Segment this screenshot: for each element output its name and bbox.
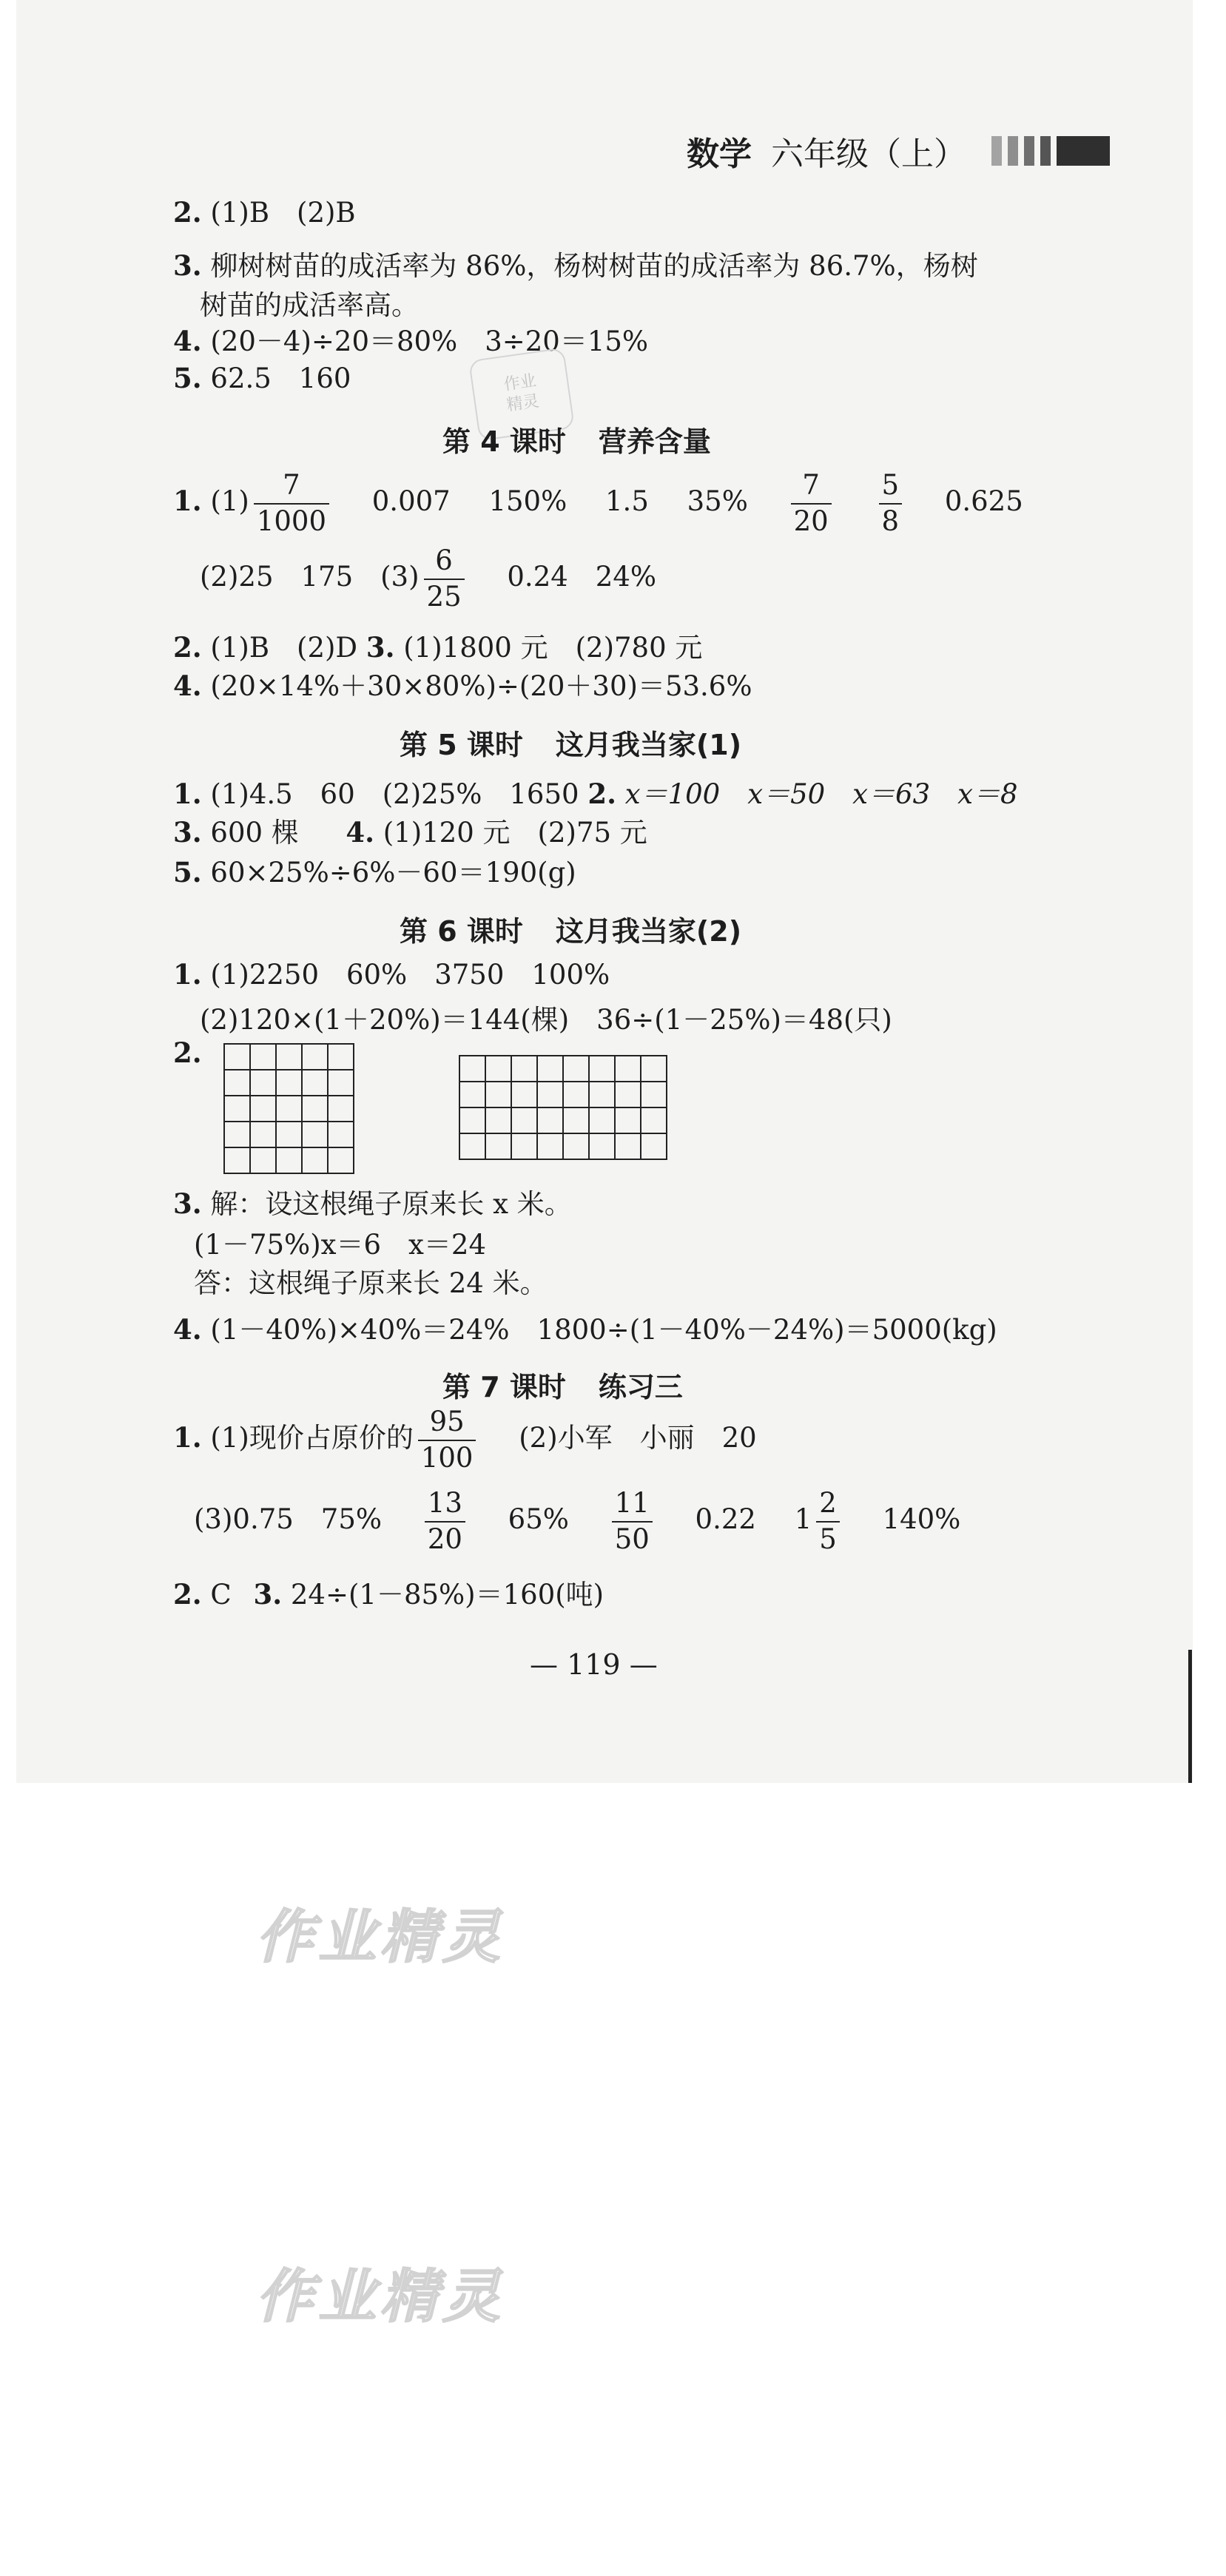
grid-cell bbox=[537, 1056, 563, 1082]
lesson-heading bbox=[400, 722, 741, 763]
grid-cell bbox=[563, 1082, 589, 1107]
question-number: 2. bbox=[173, 1578, 202, 1611]
answer-value: 1.5 bbox=[605, 485, 649, 518]
question-number: 5. bbox=[173, 362, 202, 394]
fraction bbox=[425, 1488, 465, 1554]
fraction bbox=[424, 546, 465, 612]
question-number: 1. bbox=[173, 1421, 202, 1454]
grid-cell bbox=[615, 1056, 641, 1082]
answer-value: 140% bbox=[882, 1503, 961, 1536]
grid-cell bbox=[615, 1107, 641, 1133]
grid-row bbox=[224, 1122, 354, 1147]
answer-line bbox=[173, 1576, 604, 1614]
answer-value: 35% bbox=[687, 485, 748, 518]
header-bar bbox=[1008, 136, 1018, 166]
lesson-title: 这月我当家(2) bbox=[555, 915, 742, 948]
lesson-title: 营养含量 bbox=[598, 425, 711, 458]
grid-cell bbox=[511, 1133, 537, 1159]
grid-cell bbox=[511, 1056, 537, 1082]
question-number: 5. bbox=[173, 856, 202, 889]
answer-text: (20×14%＋30×80%)÷(20＋30)＝53.6% bbox=[210, 670, 752, 702]
question-number: 3. bbox=[173, 816, 202, 849]
lesson-number: 第 5 课时 bbox=[400, 729, 523, 761]
answer-text: 60×25%÷6%－60＝190(g) bbox=[210, 857, 576, 889]
lesson-title: 练习三 bbox=[598, 1371, 683, 1403]
grid-cell bbox=[276, 1147, 302, 1173]
answer-text: (3)0.75 75% bbox=[194, 1503, 383, 1536]
grid-cell bbox=[302, 1096, 328, 1122]
grid-cell bbox=[589, 1107, 615, 1133]
fraction-denominator: 20 bbox=[425, 1521, 465, 1555]
fraction-numerator: 11 bbox=[614, 1487, 650, 1519]
grid-cell bbox=[224, 1122, 250, 1147]
grid-cell bbox=[485, 1082, 511, 1107]
grid-row bbox=[224, 1096, 354, 1122]
answer-line bbox=[173, 1311, 997, 1349]
answer-text: (1) bbox=[210, 485, 249, 518]
grid-cell bbox=[328, 1070, 354, 1096]
binding-edge bbox=[1188, 1650, 1192, 1783]
answer-line bbox=[173, 854, 576, 891]
answer-line bbox=[200, 287, 419, 324]
lesson-heading bbox=[442, 1364, 683, 1405]
answer-text: (1)2250 60% 3750 100% bbox=[210, 959, 610, 991]
grid-cell bbox=[459, 1133, 485, 1159]
grid-cell bbox=[250, 1070, 276, 1096]
question-number: 1. bbox=[173, 958, 202, 991]
header-subject: 数学 bbox=[687, 135, 752, 173]
grid-cell bbox=[537, 1082, 563, 1107]
lesson-title: 这月我当家(1) bbox=[555, 729, 742, 761]
fraction-denominator: 5 bbox=[816, 1521, 840, 1555]
answer-value: 0.625 bbox=[944, 485, 1023, 518]
question-number: 4. bbox=[173, 670, 202, 702]
watermark-text: 作业精灵 bbox=[256, 1904, 505, 1971]
grid-cell bbox=[485, 1107, 511, 1133]
grid-cell bbox=[641, 1082, 667, 1107]
grid-cell bbox=[224, 1147, 250, 1173]
answer-text: (1)1800 元 (2)780 元 bbox=[403, 632, 703, 664]
grid-cell bbox=[224, 1044, 250, 1070]
grid-cell bbox=[641, 1107, 667, 1133]
fraction-denominator: 50 bbox=[612, 1521, 653, 1555]
answer-line bbox=[173, 667, 752, 705]
answer-text: (1)4.5 60 (2)25% 1650 bbox=[210, 778, 579, 810]
grid-4x8 bbox=[459, 1055, 667, 1160]
grid-cell bbox=[459, 1082, 485, 1107]
answer-text: 62.5 160 bbox=[210, 363, 351, 394]
fraction-denominator: 20 bbox=[791, 503, 832, 537]
header-bar bbox=[1040, 136, 1051, 166]
header-decorative-bars bbox=[991, 136, 1116, 166]
grid-cell bbox=[641, 1056, 667, 1082]
fraction bbox=[879, 471, 903, 536]
answer-line bbox=[194, 1227, 486, 1264]
grid-cell bbox=[537, 1133, 563, 1159]
fraction bbox=[791, 471, 832, 536]
answer-text: 24÷(1－85%)＝160(吨) bbox=[290, 1579, 604, 1611]
grid-cell bbox=[589, 1056, 615, 1082]
grid-cell bbox=[328, 1044, 354, 1070]
answer-text: (2)25 175 (3) bbox=[200, 561, 420, 593]
answer-line bbox=[200, 546, 656, 612]
grid-row bbox=[459, 1133, 667, 1159]
grid-cell bbox=[302, 1147, 328, 1173]
grid-cell bbox=[615, 1082, 641, 1107]
mixed-whole: 1 bbox=[794, 1503, 812, 1536]
answer-line bbox=[194, 1265, 548, 1302]
grid-5x5 bbox=[223, 1043, 354, 1174]
fraction-numerator: 2 bbox=[819, 1487, 837, 1519]
answer-text: (1)现价占原价的 bbox=[210, 1422, 414, 1454]
lesson-number: 第 4 课时 bbox=[442, 425, 566, 458]
fraction-numerator: 13 bbox=[427, 1487, 462, 1519]
answer-text: x＝100 x＝50 x＝63 x＝8 bbox=[624, 778, 1018, 810]
answer-line bbox=[173, 194, 356, 232]
grid-cell bbox=[563, 1133, 589, 1159]
header-bar bbox=[991, 136, 1002, 166]
question-number: 4. bbox=[346, 816, 374, 849]
grid-cell bbox=[302, 1044, 328, 1070]
fraction bbox=[816, 1488, 840, 1554]
question-number: 2. bbox=[173, 631, 202, 664]
question-number: 3. bbox=[173, 249, 202, 282]
question-number: 4. bbox=[173, 325, 202, 357]
answer-text: (1－40%)×40%＝24% 1800÷(1－40%－24%)＝5000(kg) bbox=[210, 1314, 997, 1346]
answer-line bbox=[173, 814, 647, 852]
answer-line bbox=[173, 247, 978, 285]
grid-row bbox=[459, 1107, 667, 1133]
grid-cell bbox=[589, 1133, 615, 1159]
answer-text: 树苗的成活率高。 bbox=[200, 289, 419, 321]
grid-cell bbox=[302, 1070, 328, 1096]
fraction-denominator: 25 bbox=[424, 579, 465, 613]
lesson-number: 第 6 课时 bbox=[400, 915, 523, 948]
grid-row bbox=[224, 1070, 354, 1096]
answer-line bbox=[173, 1407, 757, 1473]
answer-text: (1)120 元 (2)75 元 bbox=[383, 817, 647, 849]
answer-line bbox=[173, 1185, 572, 1223]
fraction bbox=[254, 471, 329, 536]
stamp-text: 作业 bbox=[502, 371, 538, 395]
grid-cell bbox=[328, 1147, 354, 1173]
fraction-numerator: 7 bbox=[283, 469, 300, 501]
answer-line bbox=[173, 471, 1023, 536]
grid-row bbox=[224, 1044, 354, 1070]
fraction-numerator: 5 bbox=[881, 469, 900, 501]
grid-cell bbox=[224, 1070, 250, 1096]
grid-cell bbox=[485, 1056, 511, 1082]
grid-cell bbox=[537, 1107, 563, 1133]
grid-cell bbox=[328, 1096, 354, 1122]
answer-line bbox=[173, 629, 702, 667]
fraction-numerator: 6 bbox=[435, 544, 453, 576]
fraction-numerator: 95 bbox=[429, 1406, 465, 1437]
grid-cell bbox=[641, 1133, 667, 1159]
answer-line bbox=[173, 775, 1018, 813]
fraction bbox=[418, 1407, 476, 1473]
grid-cell bbox=[459, 1056, 485, 1082]
question-number: 2. bbox=[587, 778, 616, 810]
grid-cell bbox=[615, 1133, 641, 1159]
question-number: 1. bbox=[173, 778, 202, 810]
answer-text: (20－4)÷20＝80% 3÷20＝15% bbox=[210, 326, 649, 357]
header-grade: 六年级（上） bbox=[771, 135, 966, 173]
lesson-number: 第 7 课时 bbox=[442, 1371, 566, 1403]
grid-cell bbox=[328, 1122, 354, 1147]
grid-row bbox=[459, 1082, 667, 1107]
answer-text: (1)B (2)B bbox=[210, 197, 356, 229]
answer-value: 0.007 bbox=[371, 485, 451, 518]
stamp-text: 精灵 bbox=[505, 391, 541, 415]
header-bar bbox=[1024, 136, 1034, 166]
answer-text: 0.24 24% bbox=[507, 561, 657, 593]
fraction-denominator: 100 bbox=[418, 1440, 476, 1474]
question-number: 4. bbox=[173, 1313, 202, 1346]
grid-cell bbox=[250, 1147, 276, 1173]
header-bar bbox=[1057, 136, 1110, 166]
grid-cell bbox=[511, 1107, 537, 1133]
answer-line bbox=[194, 1488, 960, 1554]
answer-text: C bbox=[210, 1579, 232, 1611]
question-number: 2. bbox=[173, 196, 202, 229]
answer-text: 解：设这根绳子原来长 x 米。 bbox=[210, 1188, 572, 1220]
question-number: 3. bbox=[366, 631, 395, 664]
grid-row bbox=[459, 1056, 667, 1082]
question-number: 2. bbox=[173, 1036, 202, 1069]
answer-line bbox=[200, 1002, 892, 1039]
page-number: — 119 — bbox=[530, 1648, 658, 1681]
grid-cell bbox=[250, 1096, 276, 1122]
answer-value: 0.22 bbox=[695, 1503, 756, 1536]
grid-cell bbox=[250, 1044, 276, 1070]
grid-cell bbox=[459, 1107, 485, 1133]
question-number: 3. bbox=[173, 1187, 202, 1220]
answer-line bbox=[173, 323, 648, 360]
question-number: 3. bbox=[253, 1578, 283, 1611]
answer-line bbox=[173, 956, 610, 994]
answer-text: (2)小军 小丽 20 bbox=[519, 1422, 757, 1454]
grid-cell bbox=[224, 1096, 250, 1122]
answer-text: (2)120×(1＋20%)＝144(棵) 36÷(1－25%)＝48(只) bbox=[200, 1004, 892, 1036]
grid-cell bbox=[563, 1107, 589, 1133]
watermark-text: 作业精灵 bbox=[256, 2264, 505, 2330]
grid-cell bbox=[276, 1122, 302, 1147]
page-header bbox=[687, 127, 1116, 175]
grid-cell bbox=[276, 1096, 302, 1122]
answer-line bbox=[173, 360, 351, 397]
fraction-denominator: 1000 bbox=[254, 503, 329, 537]
answer-value: 150% bbox=[488, 485, 567, 518]
grid-cell bbox=[511, 1082, 537, 1107]
lesson-heading bbox=[442, 419, 711, 459]
grid-cell bbox=[276, 1070, 302, 1096]
grid-cell bbox=[302, 1122, 328, 1147]
answer-text: (1－75%)x＝6 x＝24 bbox=[194, 1229, 487, 1261]
fraction-denominator: 8 bbox=[879, 503, 903, 537]
lesson-heading bbox=[400, 908, 741, 949]
grid-cell bbox=[563, 1056, 589, 1082]
grid-cell bbox=[589, 1082, 615, 1107]
answer-text: 600 棵 bbox=[210, 817, 299, 849]
grid-cell bbox=[485, 1133, 511, 1159]
answer-line bbox=[173, 1034, 202, 1072]
grid-cell bbox=[250, 1122, 276, 1147]
answer-text: 柳树树苗的成活率为 86%，杨树树苗的成活率为 86.7%，杨树 bbox=[210, 250, 978, 282]
grid-row bbox=[224, 1147, 354, 1173]
grid-cell bbox=[276, 1044, 302, 1070]
fraction bbox=[612, 1488, 653, 1554]
question-number: 1. bbox=[173, 485, 202, 518]
fraction-numerator: 7 bbox=[802, 469, 820, 501]
answer-text: (1)B (2)D bbox=[210, 632, 358, 664]
answer-text: 答：这根绳子原来长 24 米。 bbox=[194, 1267, 548, 1299]
answer-value: 65% bbox=[508, 1503, 569, 1536]
